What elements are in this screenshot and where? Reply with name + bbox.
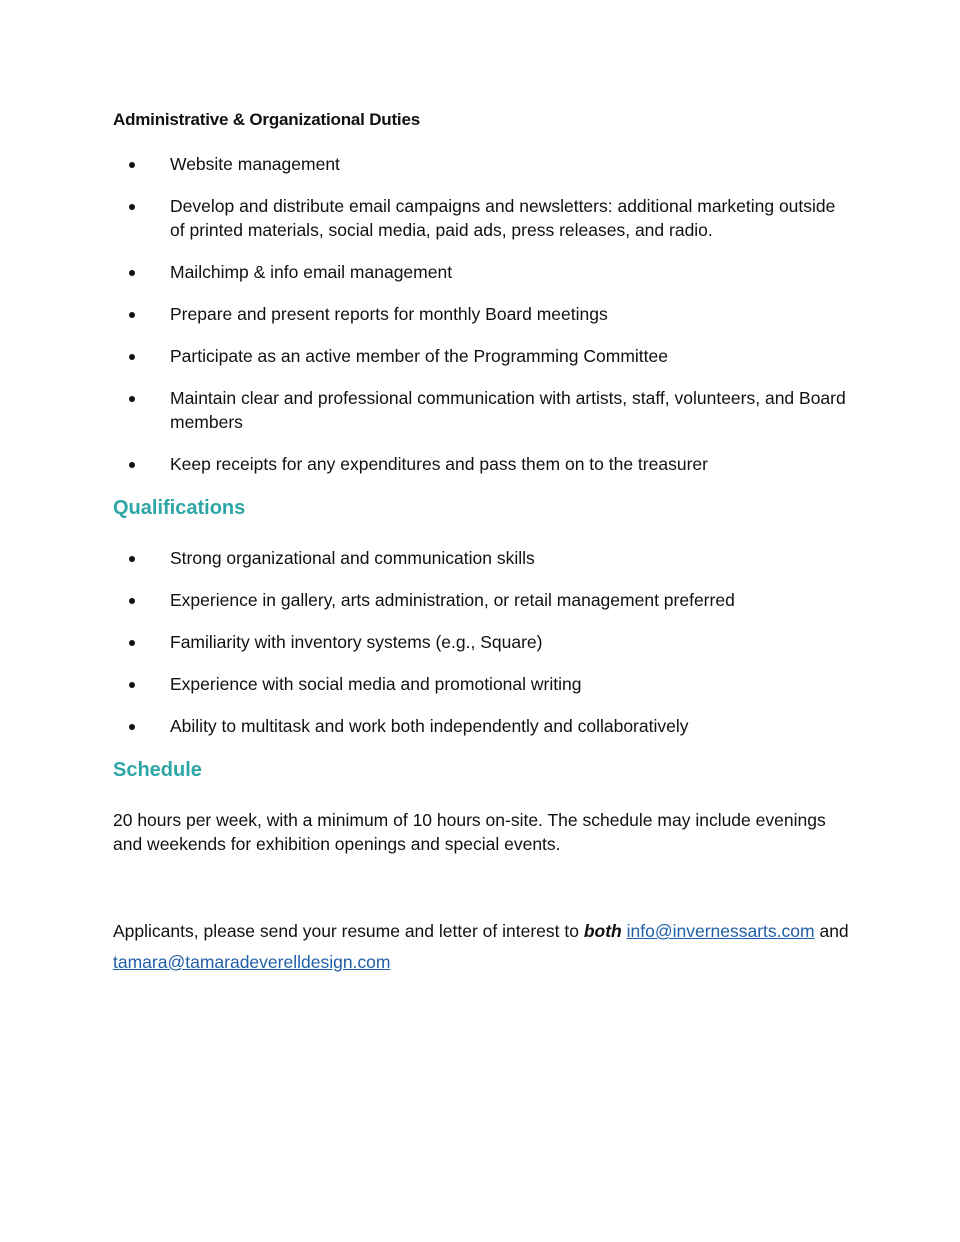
list-item-text: Develop and distribute email campaigns and newsletters: additional marketing outside of printed materials, social media, paid ads, press releases, and radio. — [170, 196, 836, 240]
list-item — [113, 714, 853, 738]
list-item — [113, 194, 853, 242]
list-item-text: Website management — [170, 154, 340, 174]
qualifications-list — [113, 546, 853, 738]
bullet-icon — [129, 162, 135, 168]
qualifications-heading: Qualifications — [113, 497, 246, 519]
bullet-icon — [129, 204, 135, 210]
list-item — [113, 672, 853, 696]
list-item — [113, 452, 853, 476]
bullet-icon — [129, 312, 135, 318]
bullet-icon — [129, 354, 135, 360]
list-item — [113, 302, 853, 326]
list-item — [113, 588, 853, 612]
apply-connector: and — [814, 921, 849, 941]
schedule-heading: Schedule — [113, 759, 202, 781]
list-item — [113, 630, 853, 654]
bullet-icon — [129, 462, 135, 468]
admin-duties-list — [113, 152, 853, 476]
bullet-icon — [129, 598, 135, 604]
apply-prefix: Applicants, please send your resume and letter of interest to — [113, 921, 584, 941]
list-item — [113, 546, 853, 570]
bullet-icon — [129, 724, 135, 730]
admin-duties-heading: Administrative & Organizational Duties — [113, 110, 420, 129]
email-link-info[interactable]: info@invernessarts.com — [626, 921, 815, 941]
list-item-text: Experience in gallery, arts administration, or retail management preferred — [170, 590, 735, 610]
list-item-text: Mailchimp & info email management — [170, 262, 453, 282]
list-item-text: Maintain clear and professional communication with artists, staff, volunteers, and Board members — [170, 388, 846, 432]
list-item-text: Ability to multitask and work both independently and collaboratively — [170, 716, 689, 736]
list-item — [113, 260, 853, 284]
bullet-icon — [129, 270, 135, 276]
application-instructions — [113, 916, 853, 978]
list-item — [113, 386, 853, 434]
list-item-text: Keep receipts for any expenditures and pass them on to the treasurer — [170, 454, 708, 474]
bullet-icon — [129, 682, 135, 688]
list-item-text: Familiarity with inventory systems (e.g., Square) — [170, 632, 543, 652]
list-item-text: Strong organizational and communication skills — [170, 548, 535, 568]
list-item-text: Experience with social media and promotional writing — [170, 674, 582, 694]
email-link-tamara[interactable]: tamara@tamaradeverelldesign.com — [113, 952, 391, 972]
list-item-text: Participate as an active member of the Programming Committee — [170, 346, 668, 366]
list-item — [113, 152, 853, 176]
list-item — [113, 344, 853, 368]
schedule-text: 20 hours per week, with a minimum of 10 hours on-site. The schedule may include evenings and weekends for exhibition openings and special events. — [113, 810, 826, 854]
apply-emphasis: both — [583, 921, 622, 941]
list-item-text: Prepare and present reports for monthly Board meetings — [170, 304, 608, 324]
bullet-icon — [129, 396, 135, 402]
bullet-icon — [129, 640, 135, 646]
bullet-icon — [129, 556, 135, 562]
